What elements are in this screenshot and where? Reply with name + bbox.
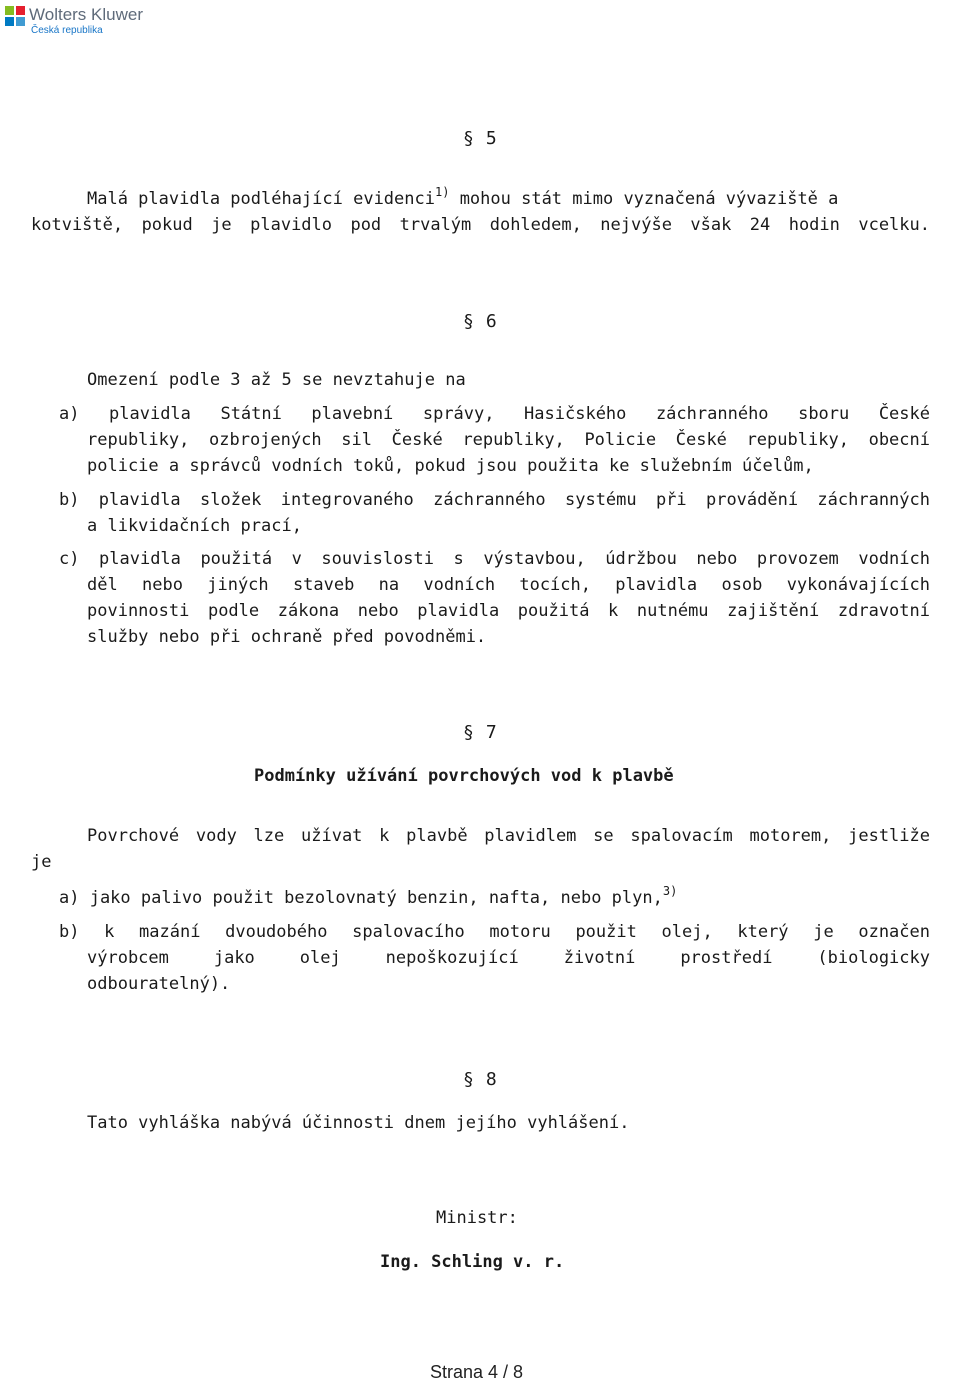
brand-subtitle: Česká republika: [31, 25, 103, 36]
section-7-title: Podmínky užívání povrchových vod k plavbě: [254, 766, 674, 786]
section-6-item-b: b) plavidla složek integrovaného záchranného systému při provádění záchranných: [59, 490, 930, 510]
signature-name: Ing. Schling v. r.: [380, 1252, 565, 1272]
section-6-heading: § 6: [463, 311, 497, 332]
section-5-heading: § 5: [463, 128, 497, 149]
publisher-logo: [4, 4, 164, 38]
section-8-heading: § 8: [463, 1069, 497, 1090]
section-sign-icon: §: [463, 311, 474, 332]
section-6-item-a: republiky, ozbrojených sil České republiky, Policie České republiky, obecní: [87, 430, 930, 450]
wolters-kluwer-logo-icon: [4, 5, 26, 27]
section-sign-icon: §: [463, 722, 474, 743]
section-6-item-c: děl nebo jiných staveb na vodních tocích, plavidla osob vykonávajících: [87, 575, 930, 595]
section-7-item-b: odbouratelný).: [87, 974, 231, 994]
section-sign-icon: §: [463, 128, 474, 149]
section-5-line-2: kotviště, pokud je plavidlo pod trvalým dohledem, nejvýše však 24 hodin vcelku.: [31, 215, 930, 235]
section-6-intro: Omezení podle 3 až 5 se nevztahuje na: [87, 370, 466, 390]
section-6-item-a: policie a správců vodních toků, pokud jsou použita ke služebním účelům,: [87, 456, 814, 476]
section-7-intro: je: [31, 852, 52, 872]
section-7-item-b: výrobcem jako olej nepoškozující životní prostředí (biologicky: [87, 948, 930, 968]
footnote-ref-3[interactable]: 3): [662, 884, 678, 898]
section-6-item-c: povinnosti podle zákona nebo plavidla použitá k nutnému zajištění zdravotní: [87, 601, 930, 621]
section-6-item-c: c) plavidla použitá v souvislosti s výstavbou, údržbou nebo provozem vodních: [59, 549, 930, 569]
signature-label: Ministr:: [436, 1208, 518, 1228]
section-6-item-c: služby nebo při ochraně před povodněmi.: [87, 627, 487, 647]
section-7-intro: Povrchové vody lze užívat k plavbě plavidlem se spalovacím motorem, jestliže: [87, 826, 930, 846]
section-7-item-b: b) k mazání dvoudobého spalovacího motoru použit olej, který je označen: [59, 922, 930, 942]
section-7-heading: § 7: [463, 722, 497, 743]
section-sign-icon: §: [463, 1069, 474, 1090]
section-6-item-a: a) plavidla Státní plavební správy, Hasičského záchranného sboru České: [59, 404, 930, 424]
section-5-line-1: Malá plavidla podléhající evidenci$^{1)}$ mohou stát mimo vyznačená vývaziště a: [87, 185, 839, 209]
section-6-item-b: a likvidačních prací,: [87, 516, 302, 536]
section-7-item-a: a) jako palivo použit bezolovnatý benzin, nafta, nebo plyn,$^{3)}$: [59, 884, 678, 908]
footnote-ref-1[interactable]: 1): [435, 185, 450, 199]
section-8-text: Tato vyhláška nabývá účinnosti dnem jejího vyhlášení.: [87, 1113, 630, 1133]
brand-name: Wolters Kluwer: [29, 5, 143, 24]
page-number: Strana 4 / 8: [430, 1362, 524, 1382]
